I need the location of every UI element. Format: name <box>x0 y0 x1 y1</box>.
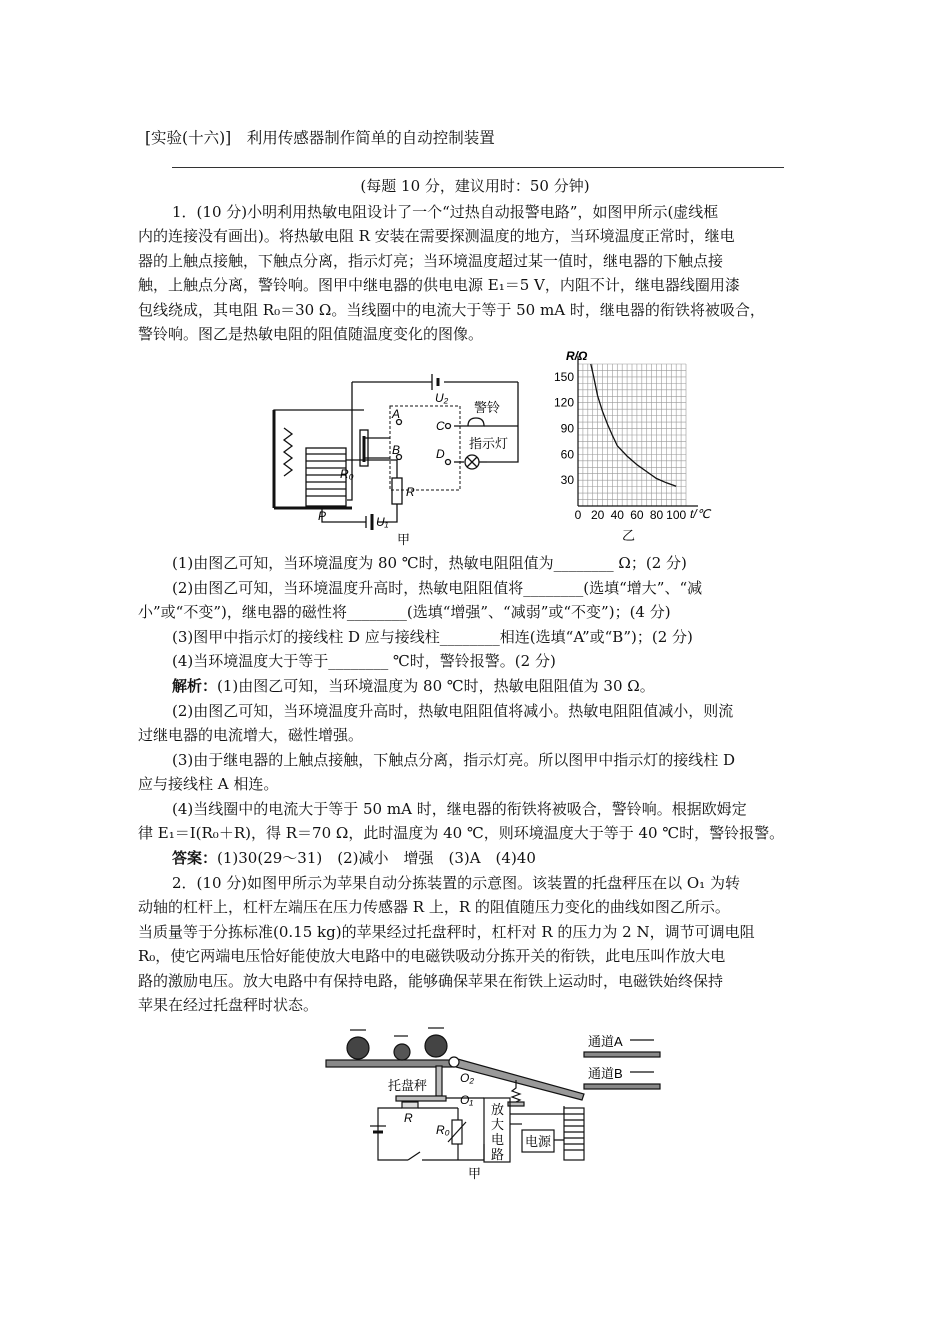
chart-caption: 乙 <box>622 528 636 543</box>
amp-label: 放 <box>491 1102 505 1117</box>
x-tick-label: 20 <box>590 508 605 522</box>
q1-sub: (3)图甲中指示灯的接线柱 D 应与接线柱________相连(选填“A”或“B”)；(2 分) <box>172 628 693 646</box>
resistance-temperature-chart <box>548 348 728 548</box>
r-t-curve <box>591 364 676 486</box>
title-rule <box>172 167 784 168</box>
x-tick-label: 60 <box>630 508 644 522</box>
q1-line: 触，上触点分离，警铃响。图甲中继电器的供电电源 E₁＝5 V，内阻不计，继电器线圈用漆 <box>138 276 740 294</box>
relay-circuit-figure <box>272 350 542 550</box>
x-axis-label: t/℃ <box>690 507 711 521</box>
x-tick-label: 80 <box>649 508 664 522</box>
analysis-line: 过继电器的电流增大，磁性增强。 <box>138 726 364 744</box>
answer-line <box>138 846 852 871</box>
answer-label: 答案： <box>172 849 218 867</box>
label-channel-b: 通道B <box>588 1066 623 1081</box>
analysis-line <box>138 674 852 699</box>
analysis-text: (1)由图乙可知，当环境温度为 80 ℃时，热敏电阻阻值为 30 Ω。 <box>217 677 655 695</box>
q1-line: 包线绕成，其电阻 R₀＝30 Ω。当线圈中的电流大于等于 50 mA 时，继电器的衔铁将被吸合， <box>138 301 765 319</box>
label-o1: O₁ <box>460 1093 474 1107</box>
q1-sub: 小”或“不变”)，继电器的磁性将________(选填“增强”、“减弱”或“不变”)；(4 分) <box>138 603 671 621</box>
label-r: R <box>404 1111 413 1125</box>
q1-line: 器的上触点接触，下触点分离，指示灯亮；当环境温度超过某一值时，继电器的下触点接 <box>138 252 724 270</box>
amp-label: 大 <box>491 1117 505 1132</box>
q1-sub: (4)当环境温度大于等于________ ℃时，警铃报警。(2 分) <box>172 652 556 670</box>
analysis-line: 律 E₁＝I(R₀＋R)，得 R＝70 Ω，此时温度为 40 ℃，则环境温度大于等于 40 ℃时，警铃报警。 <box>138 824 785 842</box>
amp-label: 电 <box>491 1132 505 1147</box>
time-hint: (每题 10 分，建议用时：50 分钟) <box>360 177 590 195</box>
label-alarm: 警铃 <box>474 400 501 415</box>
label-A: A <box>392 407 401 421</box>
q2-line: 2．(10 分)如图甲所示为苹果自动分拣装置的示意图。该装置的托盘秤压在以 O₁ 为转 <box>172 874 740 892</box>
y-axis-label: R/Ω <box>566 349 588 363</box>
label-D: D <box>436 447 445 461</box>
y-tick-label: 120 <box>553 395 574 410</box>
q1-sub: (1)由图乙可知，当环境温度为 80 ℃时，热敏电阻阻值为________ Ω；(2 分) <box>172 554 687 572</box>
q2-line: 当质量等于分拣标准(0.15 kg)的苹果经过托盘秤时，杠杆对 R 的压力为 2 N，调节可调电阻 <box>138 923 755 941</box>
q2-line: R₀，使它两端电压恰好能使放大电路中的电磁铁吸动分拣开关的衔铁，此电压叫作放大电 <box>138 947 726 965</box>
y-tick-label: 60 <box>560 447 574 462</box>
label-R0: R₀ <box>340 467 354 481</box>
y-tick-label: 150 <box>553 369 574 384</box>
q1-line: 警铃响。图乙是热敏电阻的阻值随温度变化的图像。 <box>138 325 484 343</box>
label-R: R <box>406 485 415 499</box>
label-B: B <box>392 443 401 457</box>
q1-sub: (2)由图乙可知，当环境温度升高时，热敏电阻阻值将________(选填“增大”、“减 <box>172 579 703 597</box>
label-lamp: 指示灯 <box>469 436 509 451</box>
analysis-line: 应与接线柱 A 相连。 <box>138 775 279 793</box>
q1-line: 内的连接没有画出)。将热敏电阻 R 安装在需要探测温度的地方，当环境温度正常时，继电 <box>138 227 735 245</box>
label-tray: 托盘秤 <box>388 1078 428 1093</box>
figure-caption: 甲 <box>468 1166 482 1181</box>
x-tick-label: 40 <box>610 508 624 522</box>
answer-text: (1)30(29～31) (2)减小 增强 (3)A (4)40 <box>217 849 536 867</box>
label-r0: R₀ <box>436 1123 450 1137</box>
amp-label: 路 <box>491 1147 505 1162</box>
analysis-line: (4)当线圈中的电流大于等于 50 mA 时，继电器的衔铁将被吸合，警铃响。根据欧姆定 <box>172 800 747 818</box>
label-U1: U₁ <box>376 515 389 529</box>
x-tick-label: 100 <box>666 508 687 522</box>
figure-caption: 甲 <box>397 532 411 547</box>
page-title: [实验(十六)] 利用传感器制作简单的自动控制装置 <box>145 129 495 147</box>
q2-line: 动轴的杠杆上，杠杆左端压在压力传感器 R 上，R 的阻值随压力变化的曲线如图乙所示。 <box>138 898 730 916</box>
y-tick-label: 90 <box>560 421 574 436</box>
y-tick-label: 30 <box>560 473 574 488</box>
power-label: 电源 <box>525 1134 552 1149</box>
label-C: C <box>436 419 445 433</box>
analysis-line: (2)由图乙可知，当环境温度升高时，热敏电阻阻值将减小。热敏电阻阻值减小，则流 <box>172 702 734 720</box>
apple-sorter-figure <box>318 1022 668 1182</box>
label-U2: U₂ <box>435 391 449 405</box>
analysis-label: 解析： <box>172 677 218 695</box>
label-channel-a: 通道A <box>588 1034 623 1049</box>
label-P: P <box>318 509 327 523</box>
label-o2: O₂ <box>460 1071 474 1085</box>
q1-line: 1．(10 分)小明利用热敏电阻设计了一个“过热自动报警电路”，如图甲所示(虚线框 <box>172 203 719 221</box>
analysis-line: (3)由于继电器的上触点接触，下触点分离，指示灯亮。所以图甲中指示灯的接线柱 D <box>172 751 736 769</box>
q2-line: 苹果在经过托盘秤时状态。 <box>138 996 319 1014</box>
x-tick-label: 0 <box>574 508 582 522</box>
q2-line: 路的激励电压。放大电路中有保持电路，能够确保苹果在衔铁上运动时，电磁铁始终保持 <box>138 972 724 990</box>
